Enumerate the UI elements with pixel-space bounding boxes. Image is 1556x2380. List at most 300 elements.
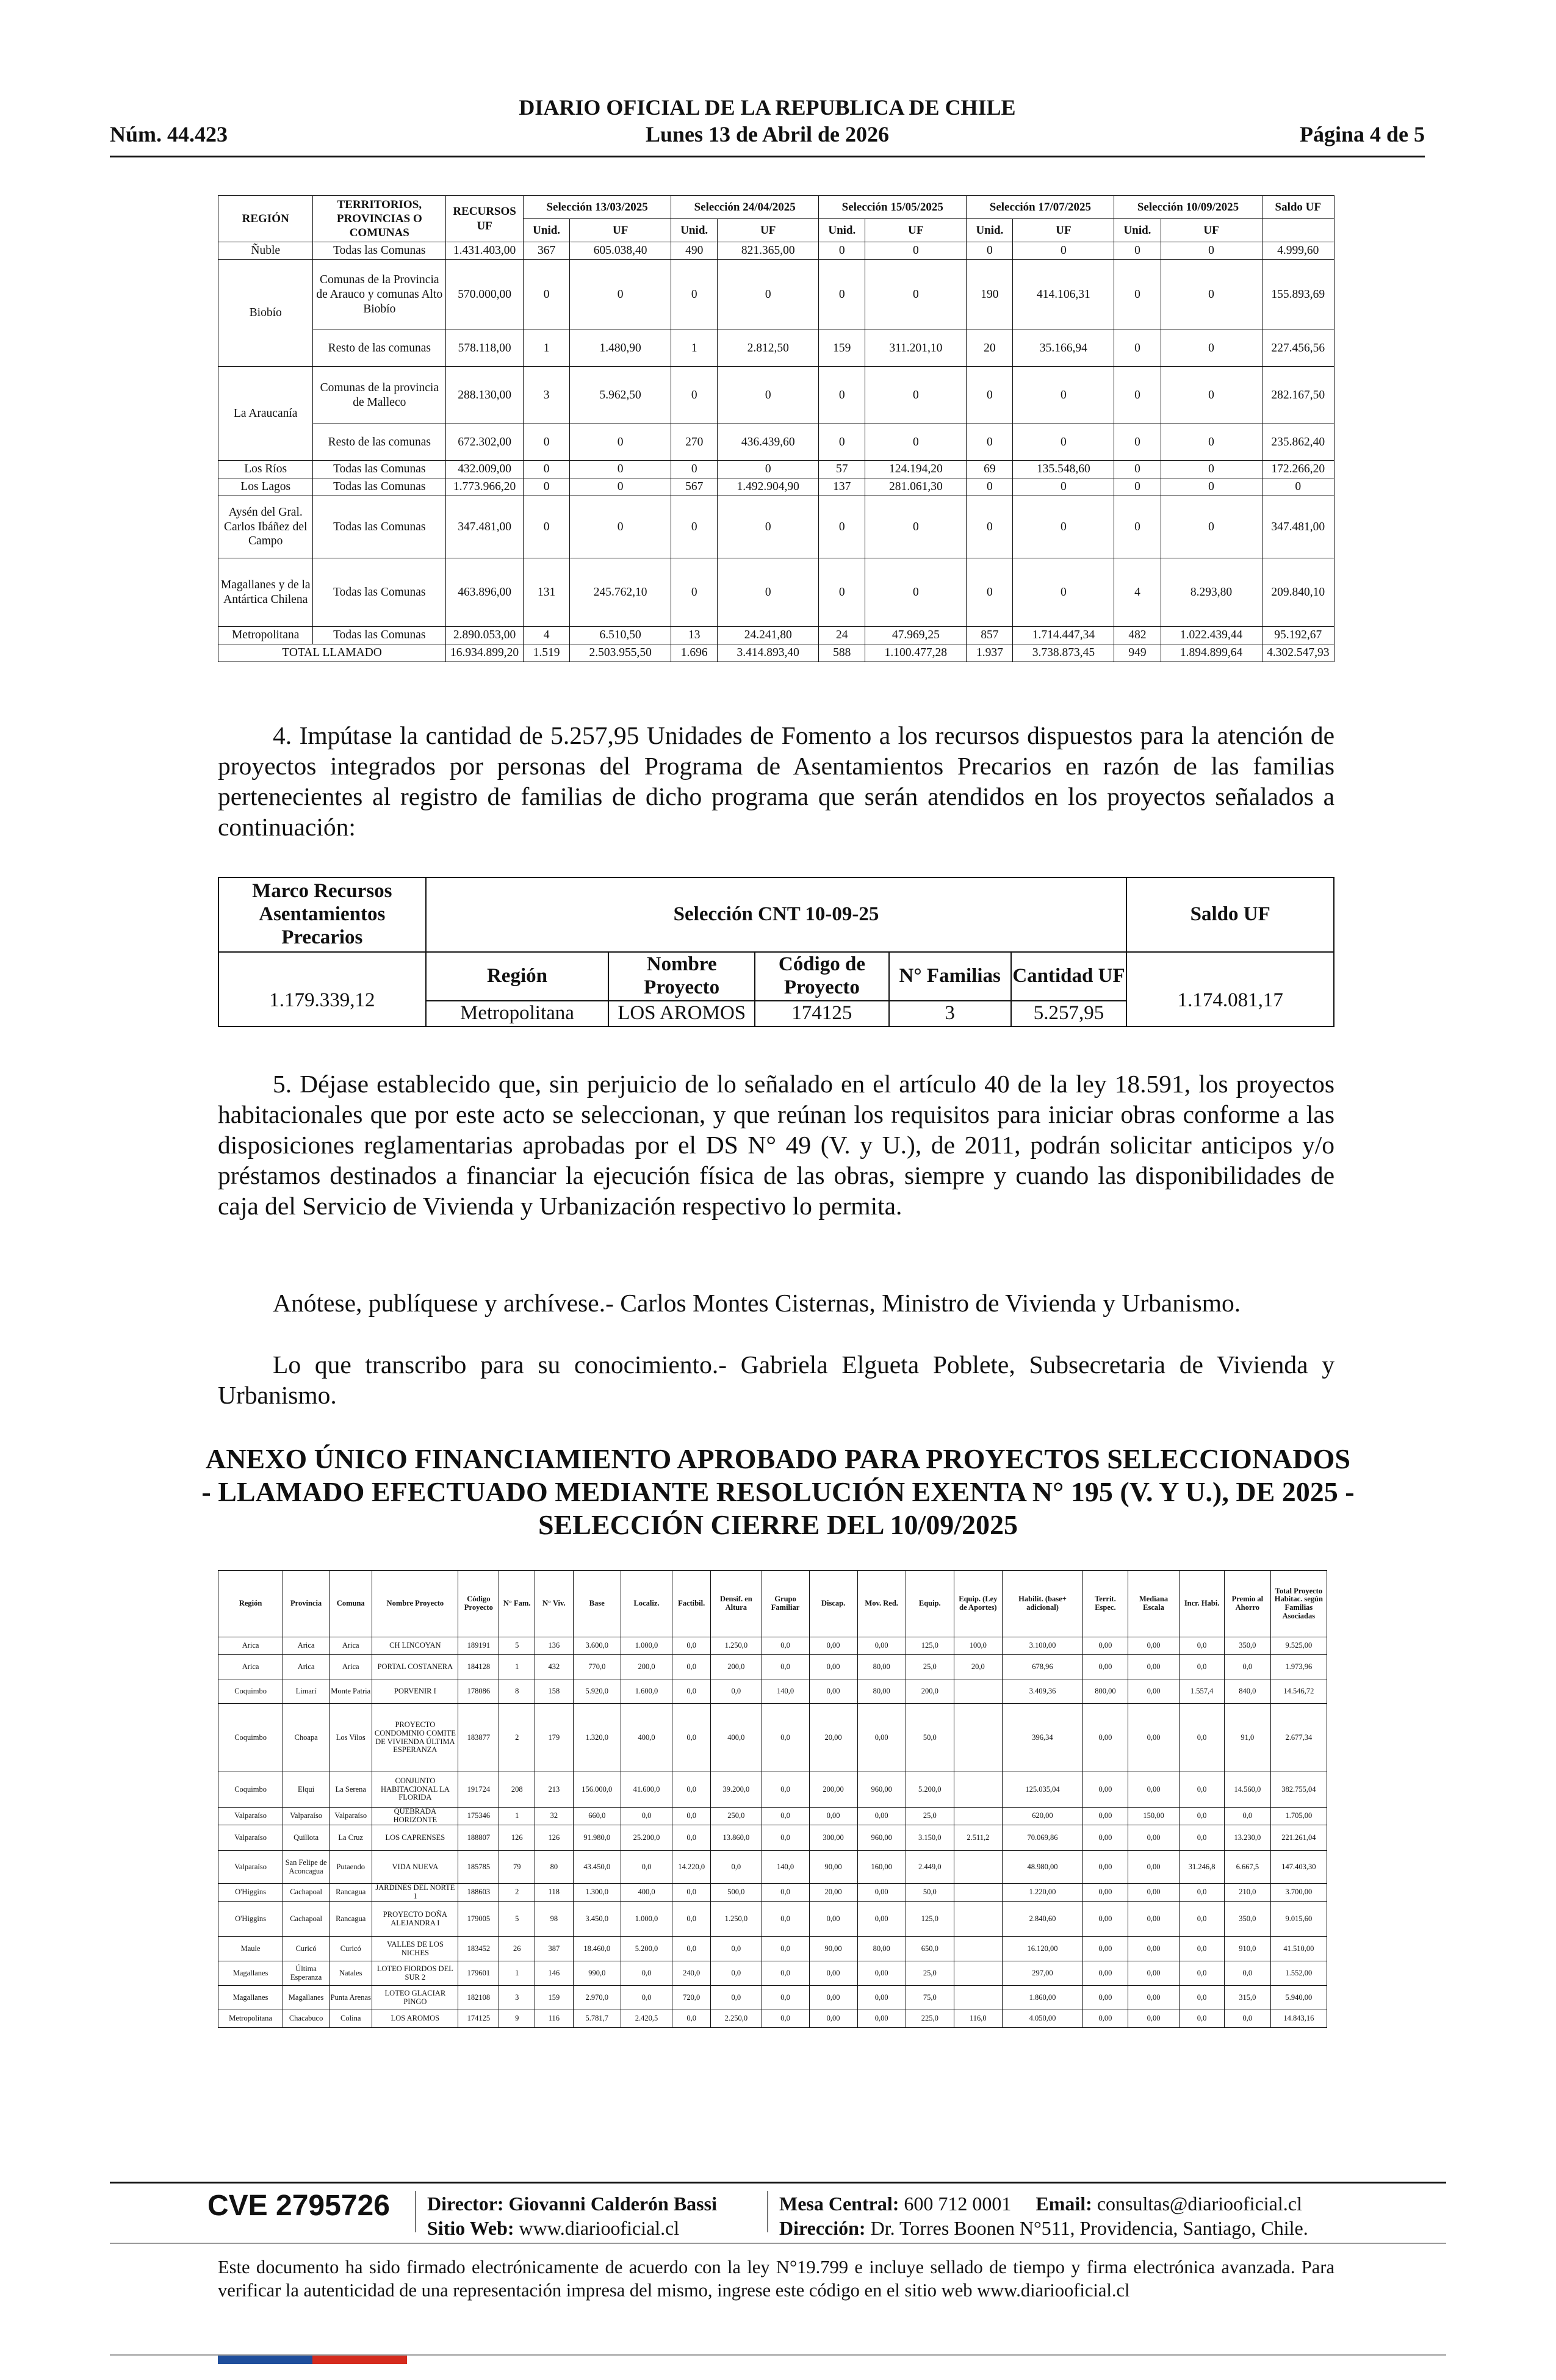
- value-cell: 137: [819, 478, 865, 496]
- annex-cell: Coquimbo: [218, 1679, 283, 1704]
- table-row: [218, 367, 1334, 424]
- territory-cell: Todas las Comunas: [313, 461, 446, 478]
- value-cell: 0: [967, 478, 1013, 496]
- value-cell: 0: [819, 260, 865, 330]
- annex-cell: Putaendo: [330, 1851, 372, 1884]
- annex-cell: 0,00: [1083, 1937, 1128, 1961]
- annex-cell: 0,0: [762, 1961, 809, 1986]
- annex-cell: 0,0: [672, 1884, 711, 1902]
- annex-cell: Choapa: [283, 1704, 330, 1772]
- annex-cell: Arica: [283, 1637, 330, 1655]
- annex-col-header: N° Fam.: [499, 1571, 535, 1637]
- annex-cell: 1.300,0: [573, 1884, 621, 1902]
- annex-col-header: Discap.: [809, 1571, 857, 1637]
- annex-cell: 1.557,4: [1180, 1679, 1225, 1704]
- footer-director-block: [427, 2191, 717, 2240]
- annex-cell: Curicó: [283, 1937, 330, 1961]
- annex-cell: 116,0: [954, 2010, 1002, 2028]
- signature-disclaimer: Este documento ha sido firmado electrónicamente de acuerdo con la ley N°19.799 e incluye sellado de tiempo y firma electrónica avanzada. Para verificar la autenticidad de una representación impresa del mismo, ingrese este código en el sitio web www.diariooficial.cl: [218, 2257, 1334, 2301]
- annex-cell: 0,0: [1180, 1704, 1225, 1772]
- annex-cell: Monte Patria: [330, 1679, 372, 1704]
- annex-cell: 188807: [458, 1825, 499, 1851]
- value-cell: 1.022.439,44: [1161, 627, 1262, 644]
- annex-cell: 0,00: [809, 1655, 857, 1679]
- value-cell: 588: [819, 644, 865, 662]
- value-cell: 347.481,00: [1262, 496, 1334, 558]
- director-name: Giovanni Calderón Bassi: [508, 2193, 717, 2215]
- annex-cell: 156.000,0: [573, 1772, 621, 1808]
- annex-cell: 0,0: [1180, 1772, 1225, 1808]
- value-cell: 47.969,25: [865, 627, 967, 644]
- value-cell: 0: [570, 478, 671, 496]
- annex-cell: 0,0: [762, 1704, 809, 1772]
- value-cell: 0: [671, 260, 718, 330]
- annex-cell: 1.860,00: [1002, 1986, 1082, 2010]
- annex-cell: 213: [535, 1772, 573, 1808]
- header-sel3: Selección 15/05/2025: [819, 196, 967, 219]
- email-address[interactable]: consultas@diariooficial.cl: [1097, 2193, 1302, 2215]
- annex-cell: [954, 1961, 1002, 1986]
- annex-cell: 0,00: [1128, 1704, 1180, 1772]
- annex-financing-table: [218, 1570, 1327, 2028]
- web-url[interactable]: www.diariooficial.cl: [519, 2217, 680, 2239]
- annex-cell: 0,00: [1083, 1902, 1128, 1937]
- header-sel2: Selección 24/04/2025: [671, 196, 819, 219]
- annex-cell: 179601: [458, 1961, 499, 1986]
- annex-cell: 200,0: [906, 1679, 954, 1704]
- value-cell: 1: [671, 330, 718, 367]
- territory-cell: Resto de las comunas: [313, 424, 446, 461]
- value-cell: 155.893,69: [1262, 260, 1334, 330]
- value-cell: 0: [865, 496, 967, 558]
- annex-cell: 20,0: [954, 1655, 1002, 1679]
- annex-cell: 90,00: [809, 1937, 857, 1961]
- annex-cell: Valparaíso: [218, 1825, 283, 1851]
- value-cell: 482: [1114, 627, 1161, 644]
- annex-cell: 0,00: [809, 2010, 857, 2028]
- annex-cell: LOTEO FIORDOS DEL SUR 2: [372, 1961, 458, 1986]
- annex-cell: 0,0: [672, 1808, 711, 1825]
- annex-cell: 0,0: [1180, 1884, 1225, 1902]
- value-cell: 282.167,50: [1262, 367, 1334, 424]
- annex-cell: 118: [535, 1884, 573, 1902]
- annex-cell: 13.230,0: [1224, 1825, 1270, 1851]
- value-cell: 0: [819, 558, 865, 627]
- annex-cell: 1.973,96: [1270, 1655, 1327, 1679]
- annex-cell: 80: [535, 1851, 573, 1884]
- annex-cell: 0,00: [809, 1637, 857, 1655]
- annex-cell: 0,00: [1128, 1825, 1180, 1851]
- annex-cell: 2.511,2: [954, 1825, 1002, 1851]
- annex-cell: 191724: [458, 1772, 499, 1808]
- annex-cell: 0,0: [621, 1851, 672, 1884]
- annex-cell: PORVENIR I: [372, 1679, 458, 1704]
- annex-cell: 9: [499, 2010, 535, 2028]
- value-cell: 0: [865, 260, 967, 330]
- value-cell: 1.894.899,64: [1161, 644, 1262, 662]
- annex-cell: Limarí: [283, 1679, 330, 1704]
- annex-cell: 9.525,00: [1270, 1637, 1327, 1655]
- annex-cell: 90,00: [809, 1851, 857, 1884]
- header-cantidad: Cantidad UF: [1011, 952, 1127, 1001]
- annex-cell: 140,0: [762, 1851, 809, 1884]
- value-cell: 0: [1161, 242, 1262, 260]
- gazette-title: DIARIO OFICIAL DE LA REPUBLICA DE CHILE: [519, 95, 1016, 120]
- value-cell: 13: [671, 627, 718, 644]
- annex-cell: [954, 1851, 1002, 1884]
- annex-cell: 350,0: [1224, 1902, 1270, 1937]
- annex-cell: 0,0: [672, 1825, 711, 1851]
- annex-col-header: N° Viv.: [535, 1571, 573, 1637]
- annex-cell: 184128: [458, 1655, 499, 1679]
- annex-cell: 0,00: [1128, 1772, 1180, 1808]
- annex-cell: 0,00: [1128, 1637, 1180, 1655]
- annex-cell: 0,0: [762, 1937, 809, 1961]
- annex-cell: 5: [499, 1637, 535, 1655]
- table-row: [218, 2010, 1327, 2028]
- annex-cell: 14.220,0: [672, 1851, 711, 1884]
- annex-col-header: Equip. (Ley de Aportes): [954, 1571, 1002, 1637]
- annex-cell: Última Esperanza: [283, 1961, 330, 1986]
- annex-cell: 0,0: [711, 1986, 762, 2010]
- value-cell: 24: [819, 627, 865, 644]
- families-cell: 3: [889, 1001, 1011, 1026]
- value-cell: 0: [865, 242, 967, 260]
- annex-cell: 39.200,0: [711, 1772, 762, 1808]
- annex-cell: 175346: [458, 1808, 499, 1825]
- annex-col-header: Región: [218, 1571, 283, 1637]
- annex-cell: 0,0: [672, 1772, 711, 1808]
- project-name-cell: LOS AROMOS: [608, 1001, 755, 1026]
- annex-cell: 5.781,7: [573, 2010, 621, 2028]
- address: Dr. Torres Boonen N°511, Providencia, Santiago, Chile.: [870, 2217, 1308, 2239]
- value-cell: 4: [1114, 558, 1161, 627]
- annex-cell: 0,0: [672, 1902, 711, 1937]
- annex-cell: 650,0: [906, 1937, 954, 1961]
- footer-contact-block: [779, 2191, 1308, 2240]
- value-cell: 6.510,50: [570, 627, 671, 644]
- region-cell: Biobío: [218, 260, 313, 367]
- annex-cell: 1.250,0: [711, 1637, 762, 1655]
- annex-cell: 5.920,0: [573, 1679, 621, 1704]
- header-saldo: Saldo UF: [1262, 196, 1334, 219]
- annex-cell: 1.220,00: [1002, 1884, 1082, 1902]
- value-cell: 0: [570, 496, 671, 558]
- table-row: [218, 1679, 1327, 1704]
- annex-cell: 80,00: [857, 1655, 906, 1679]
- annex-cell: 0,0: [1224, 2010, 1270, 2028]
- value-cell: 0: [819, 424, 865, 461]
- annex-cell: 2.449,0: [906, 1851, 954, 1884]
- annex-cell: 0,00: [1128, 1986, 1180, 2010]
- total-label: TOTAL LLAMADO: [218, 644, 446, 662]
- annex-cell: 75,0: [906, 1986, 954, 2010]
- annex-cell: 0,00: [857, 2010, 906, 2028]
- annex-col-header: Mediana Escala: [1128, 1571, 1180, 1637]
- annex-cell: 221.261,04: [1270, 1825, 1327, 1851]
- annex-cell: 0,0: [762, 1637, 809, 1655]
- annex-col-header: Densif. en Altura: [711, 1571, 762, 1637]
- annex-cell: 315,0: [1224, 1986, 1270, 2010]
- value-cell: 2.812,50: [718, 330, 819, 367]
- table-row: [218, 478, 1334, 496]
- annex-cell: Valparaíso: [218, 1808, 283, 1825]
- annex-col-header: Grupo Familiar: [762, 1571, 809, 1637]
- value-cell: 0: [1114, 461, 1161, 478]
- region-cell: Magallanes y de la Antártica Chilena: [218, 558, 313, 627]
- annex-cell: 174125: [458, 2010, 499, 2028]
- table-row: [218, 1772, 1327, 1808]
- value-cell: 0: [570, 424, 671, 461]
- annex-cell: Valparaíso: [283, 1808, 330, 1825]
- value-cell: 0: [967, 367, 1013, 424]
- annex-cell: 0,00: [857, 1986, 906, 2010]
- annex-cell: 0,0: [672, 1637, 711, 1655]
- header-saldo: Saldo UF: [1126, 878, 1334, 952]
- value-cell: 490: [671, 242, 718, 260]
- value-cell: 0: [1013, 478, 1114, 496]
- value-cell: 0: [819, 367, 865, 424]
- annex-cell: 79: [499, 1851, 535, 1884]
- value-cell: 209.840,10: [1262, 558, 1334, 627]
- annex-cell: 2.970,0: [573, 1986, 621, 2010]
- page-header: [110, 95, 1425, 157]
- annex-cell: 80,00: [857, 1937, 906, 1961]
- annex-cell: 91,0: [1224, 1704, 1270, 1772]
- annex-cell: 0,0: [621, 1961, 672, 1986]
- value-cell: 0: [524, 496, 570, 558]
- header-territorios: TERRITORIOS, PROVINCIAS O COMUNAS: [313, 196, 446, 242]
- value-cell: 1.492.904,90: [718, 478, 819, 496]
- annex-cell: 0,00: [1083, 1704, 1128, 1772]
- annex-col-header: Premio al Ahorro: [1224, 1571, 1270, 1637]
- annex-cell: 300,00: [809, 1825, 857, 1851]
- annex-cell: 1: [499, 1655, 535, 1679]
- annex-cell: 100,0: [954, 1637, 1002, 1655]
- annex-cell: 31.246,8: [1180, 1851, 1225, 1884]
- annex-cell: 179: [535, 1704, 573, 1772]
- annex-cell: 0,0: [1180, 1961, 1225, 1986]
- value-cell: 0: [524, 260, 570, 330]
- annex-cell: 150,00: [1128, 1808, 1180, 1825]
- header-sel1: Selección 13/03/2025: [524, 196, 671, 219]
- annex-cell: 1.250,0: [711, 1902, 762, 1937]
- value-cell: 0: [967, 496, 1013, 558]
- annex-cell: 6.667,5: [1224, 1851, 1270, 1884]
- annex-cell: 80,00: [857, 1679, 906, 1704]
- value-cell: 0: [1013, 424, 1114, 461]
- annex-cell: 0,0: [672, 2010, 711, 2028]
- region-cell: Metropolitana: [218, 627, 313, 644]
- annex-col-header: Localiz.: [621, 1571, 672, 1637]
- value-cell: 1.937: [967, 644, 1013, 662]
- annex-cell: 0,0: [762, 1808, 809, 1825]
- territory-cell: Comunas de la provincia de Malleco: [313, 367, 446, 424]
- value-cell: 0: [1114, 478, 1161, 496]
- annex-cell: LOS AROMOS: [372, 2010, 458, 2028]
- annex-cell: 0,0: [672, 1679, 711, 1704]
- value-cell: 2.890.053,00: [446, 627, 524, 644]
- value-cell: 288.130,00: [446, 367, 524, 424]
- annex-cell: 0,00: [1128, 1961, 1180, 1986]
- annex-col-header: Código Proyecto: [458, 1571, 499, 1637]
- table-row: [218, 1961, 1327, 1986]
- table-row: [218, 558, 1334, 627]
- annex-cell: Valparaíso: [218, 1851, 283, 1884]
- annex-cell: 0,00: [809, 1902, 857, 1937]
- value-cell: 0: [718, 496, 819, 558]
- annex-cell: QUEBRADA HORIZONTE: [372, 1808, 458, 1825]
- value-cell: 0: [671, 496, 718, 558]
- annex-cell: 200,0: [711, 1655, 762, 1679]
- value-cell: 672.302,00: [446, 424, 524, 461]
- annex-cell: 0,0: [1180, 2010, 1225, 2028]
- value-cell: 172.266,20: [1262, 461, 1334, 478]
- annex-cell: 8: [499, 1679, 535, 1704]
- annex-cell: 432: [535, 1655, 573, 1679]
- annex-cell: 0,0: [711, 1851, 762, 1884]
- issue-date: Lunes 13 de Abril de 2026: [645, 122, 890, 146]
- value-cell: 0: [1114, 330, 1161, 367]
- annex-cell: Los Vilos: [330, 1704, 372, 1772]
- value-cell: 0: [967, 424, 1013, 461]
- annex-cell: 0,00: [1083, 1825, 1128, 1851]
- flag-stripe-red: [312, 2356, 407, 2364]
- value-cell: 131: [524, 558, 570, 627]
- annex-cell: 0,00: [1128, 1937, 1180, 1961]
- web-label: Sitio Web:: [427, 2217, 514, 2239]
- annex-cell: 2: [499, 1704, 535, 1772]
- annex-col-header: Mov. Red.: [857, 1571, 906, 1637]
- annex-cell: Cachapoal: [283, 1884, 330, 1902]
- territory-cell: Comunas de la Provincia de Arauco y comunas Alto Biobío: [313, 260, 446, 330]
- annex-cell: 2.250,0: [711, 2010, 762, 2028]
- value-cell: 0: [1161, 367, 1262, 424]
- value-cell: 857: [967, 627, 1013, 644]
- annex-col-header: Factibil.: [672, 1571, 711, 1637]
- annex-cell: 720,0: [672, 1986, 711, 2010]
- annex-cell: 41.600,0: [621, 1772, 672, 1808]
- issue-number: Núm. 44.423: [110, 122, 228, 146]
- table-row: [218, 461, 1334, 478]
- annex-cell: 2.840,60: [1002, 1902, 1082, 1937]
- annex-cell: 0,00: [1083, 1851, 1128, 1884]
- annex-cell: Magallanes: [283, 1986, 330, 2010]
- value-cell: 0: [718, 260, 819, 330]
- annex-cell: 770,0: [573, 1655, 621, 1679]
- annex-cell: 0,0: [711, 1937, 762, 1961]
- annex-cell: 2.420,5: [621, 2010, 672, 2028]
- annex-cell: LOS CAPRENSES: [372, 1825, 458, 1851]
- annex-cell: Quillota: [283, 1825, 330, 1851]
- annex-cell: 91.980,0: [573, 1825, 621, 1851]
- annex-col-header: Comuna: [330, 1571, 372, 1637]
- amount-cell: 5.257,95: [1011, 1001, 1127, 1026]
- annex-cell: 147.403,30: [1270, 1851, 1327, 1884]
- annex-cell: 0,0: [672, 1655, 711, 1679]
- annex-cell: 0,00: [1128, 1902, 1180, 1937]
- annex-cell: Elqui: [283, 1772, 330, 1808]
- annex-cell: Valparaíso: [330, 1808, 372, 1825]
- annex-cell: 0,00: [1128, 1679, 1180, 1704]
- annex-cell: 185785: [458, 1851, 499, 1884]
- annex-cell: O'Higgins: [218, 1884, 283, 1902]
- annex-cell: 179005: [458, 1902, 499, 1937]
- annex-cell: 0,00: [1083, 1808, 1128, 1825]
- value-cell: 0: [1161, 260, 1262, 330]
- annex-cell: JARDINES DEL NORTE 1: [372, 1884, 458, 1902]
- annex-cell: 178086: [458, 1679, 499, 1704]
- region-cell: Los Ríos: [218, 461, 313, 478]
- value-cell: 0: [1161, 424, 1262, 461]
- annex-cell: 396,34: [1002, 1704, 1082, 1772]
- annex-cell: 400,0: [621, 1884, 672, 1902]
- value-cell: 0: [671, 558, 718, 627]
- annex-cell: 5.200,0: [621, 1937, 672, 1961]
- value-cell: 3: [524, 367, 570, 424]
- annex-cell: 0,0: [711, 1679, 762, 1704]
- annex-cell: 0,0: [762, 1825, 809, 1851]
- territory-cell: Todas las Comunas: [313, 558, 446, 627]
- annex-cell: 3.450,0: [573, 1902, 621, 1937]
- header-nombre: Nombre Proyecto: [608, 952, 755, 1001]
- annex-cell: [954, 1902, 1002, 1937]
- value-cell: 4.302.547,93: [1262, 644, 1334, 662]
- saldo-value: 1.174.081,17: [1126, 952, 1334, 1026]
- annex-cell: 5.200,0: [906, 1772, 954, 1808]
- table-row: [218, 627, 1334, 644]
- annex-cell: 3.600,0: [573, 1637, 621, 1655]
- value-cell: 0: [1114, 260, 1161, 330]
- header-region: REGIÓN: [218, 196, 313, 242]
- value-cell: 270: [671, 424, 718, 461]
- annex-cell: San Felipe de Aconcagua: [283, 1851, 330, 1884]
- value-cell: 1: [524, 330, 570, 367]
- annex-cell: 210,0: [1224, 1884, 1270, 1902]
- annex-cell: 0,0: [621, 1986, 672, 2010]
- annex-cell: VALLES DE LOS NICHES: [372, 1937, 458, 1961]
- value-cell: 16.934.899,20: [446, 644, 524, 662]
- annex-cell: 620,00: [1002, 1808, 1082, 1825]
- annex-cell: 16.120,00: [1002, 1937, 1082, 1961]
- annex-cell: 0,0: [1180, 1986, 1225, 2010]
- annex-cell: Curicó: [330, 1937, 372, 1961]
- resources-table: [218, 195, 1334, 662]
- annex-cell: 0,00: [1083, 1772, 1128, 1808]
- value-cell: 578.118,00: [446, 330, 524, 367]
- header-sel5: Selección 10/09/2025: [1114, 196, 1262, 219]
- value-cell: 95.192,67: [1262, 627, 1334, 644]
- annex-col-header: Habilit. (base+ adicional): [1002, 1571, 1082, 1637]
- annex-cell: 0,00: [1128, 2010, 1180, 2028]
- annex-cell: 0,0: [762, 1655, 809, 1679]
- annex-cell: 3.100,00: [1002, 1637, 1082, 1655]
- annex-cell: Rancagua: [330, 1884, 372, 1902]
- annex-cell: La Serena: [330, 1772, 372, 1808]
- value-cell: 0: [1114, 496, 1161, 558]
- annex-cell: 0,00: [1083, 1884, 1128, 1902]
- annex-cell: Arica: [283, 1655, 330, 1679]
- header-unid: Unid.: [671, 219, 718, 242]
- annex-cell: Maule: [218, 1937, 283, 1961]
- annex-cell: 0,0: [1180, 1825, 1225, 1851]
- value-cell: 0: [967, 558, 1013, 627]
- annex-cell: 1: [499, 1961, 535, 1986]
- annex-cell: 125,0: [906, 1637, 954, 1655]
- annex-cell: [954, 1772, 1002, 1808]
- value-cell: 821.365,00: [718, 242, 819, 260]
- annex-cell: 0,0: [762, 1884, 809, 1902]
